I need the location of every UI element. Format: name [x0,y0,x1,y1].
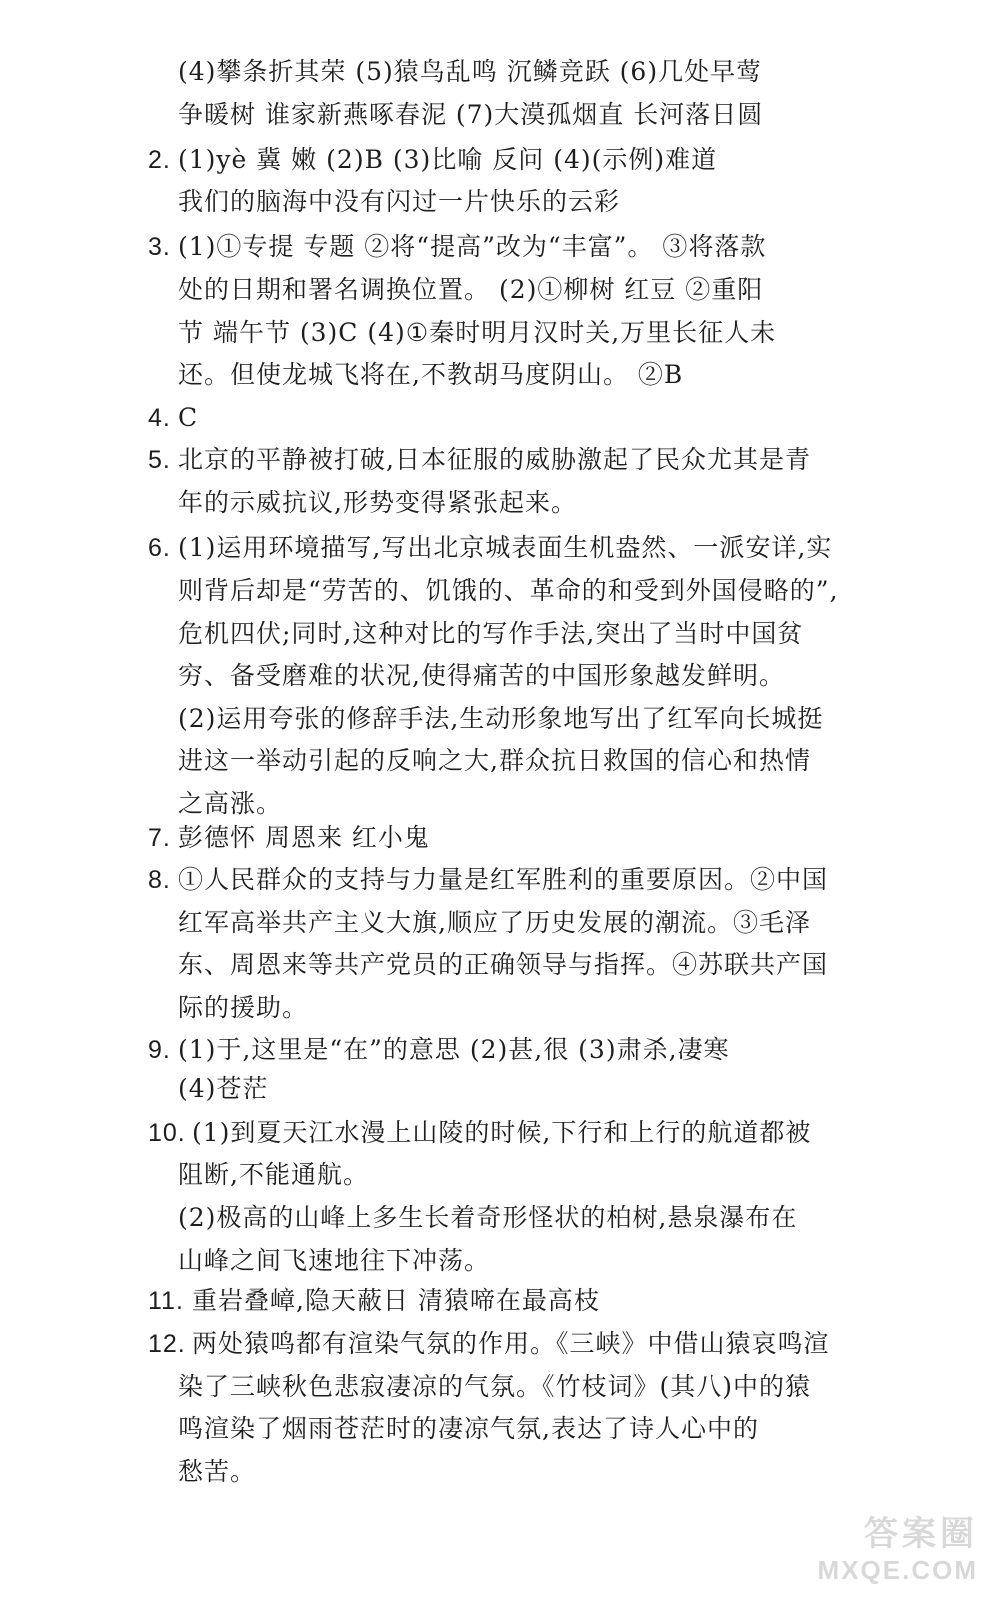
answer-text: 际的援助。 [178,993,309,1022]
answer-text: 红军高举共产主义大旗,顺应了历史发展的潮流。③毛泽 [178,908,811,937]
answer-text: 阻断,不能通航。 [178,1160,369,1189]
answer-text: 节 端午节 (3)C (4)①秦时明月汉时关,万里长征人未 [178,318,777,347]
watermark-bottom: MXQE.COM [817,1555,978,1585]
answer-text: 穷、备受磨难的状况,使得痛苦的中国形象越发鲜明。 [178,661,785,690]
item-number: 5. [148,446,171,474]
answer-text: 还。但使龙城飞将在,不教胡马度阴山。 ②B [178,360,684,389]
answer-text: 两处猿鸣都有渲染气氛的作用。《三峡》中借山猿哀鸣渲 [192,1329,830,1358]
answer-text: (4)苍茫 [178,1074,269,1103]
item-number: 4. [148,404,171,432]
answer-text: 进这一举动引起的反响之大,群众抗日救国的信心和热情 [178,746,811,775]
answer-text: (1)到夏天江水漫上山陵的时候,下行和上行的航道都被 [192,1118,812,1147]
answer-text: 彭德怀 周恩来 红小鬼 [178,823,430,852]
answer-text: 鸣渲染了烟雨苍茫时的凄凉气氛,表达了诗人心中的 [178,1414,759,1443]
answer-text: 愁苦。 [178,1457,257,1486]
answer-text: (1)①专提 专题 ②将“提高”改为“丰富”。 ③将落款 [178,232,767,261]
answer-text: (1)于,这里是“在”的意思 (2)甚,很 (3)肃杀,凄寒 [178,1035,730,1064]
answer-text: 染了三峡秋色悲寂凄凉的气氛。《竹枝词》(其八)中的猿 [178,1372,812,1401]
item-number: 10. [148,1119,186,1147]
item-number: 3. [148,233,171,261]
answer-text: (2)极高的山峰上多生长着奇形怪状的柏树,悬泉瀑布在 [178,1203,798,1232]
answer-text: 重岩叠嶂,隐天蔽日 清猿啼在最高枝 [192,1286,600,1315]
item-number: 7. [148,824,171,852]
item-number: 12. [148,1330,186,1358]
answer-text: 山峰之间飞速地往下冲荡。 [178,1246,491,1275]
item-number: 11. [148,1287,184,1315]
answer-text: 东、周恩来等共产党员的正确领导与指挥。④苏联共产国 [178,950,829,979]
answer-text: (4)攀条折其荣 (5)猿鸟乱鸣 沉鳞竞跃 (6)几处早莺 [178,57,763,86]
watermark-top: 答案圈 [864,1514,978,1554]
item-number: 6. [148,534,171,562]
answer-text: 危机四伏;同时,这种对比的写作手法,突出了当时中国贫 [178,619,804,648]
answer-text: ①人民群众的支持与力量是红军胜利的重要原因。②中国 [178,865,829,894]
answer-text: 年的示威抗议,形势变得紧张起来。 [178,488,577,517]
answer-text: 之高涨。 [178,789,283,818]
answer-text: 争暖树 谁家新燕啄春泥 (7)大漠孤烟直 长河落日圆 [178,100,764,129]
answer-text: 我们的脑海中没有闪过一片快乐的云彩 [178,187,621,216]
item-number: 9. [148,1036,171,1064]
watermark-logo [778,1506,978,1586]
item-number: 8. [148,866,171,894]
answer-text: (1)运用环境描写,写出北京城表面生机盎然、一派安详,实 [178,533,833,562]
answer-text: 北京的平静被打破,日本征服的威胁激起了民众尤其是青 [178,445,811,474]
answer-text: C [178,403,199,432]
item-number: 2. [148,146,171,174]
answer-text: 则背后却是“劳苦的、饥饿的、革命的和受到外国侵略的”, [178,576,839,605]
answer-text: (2)运用夸张的修辞手法,生动形象地写出了红军向长城挺 [178,704,824,733]
answer-text: 处的日期和署名调换位置。 (2)①柳树 红豆 ②重阳 [178,275,764,304]
answer-text: (1)yè 冀 嫩 (2)B (3)比喻 反问 (4)(示例)难道 [178,145,718,174]
